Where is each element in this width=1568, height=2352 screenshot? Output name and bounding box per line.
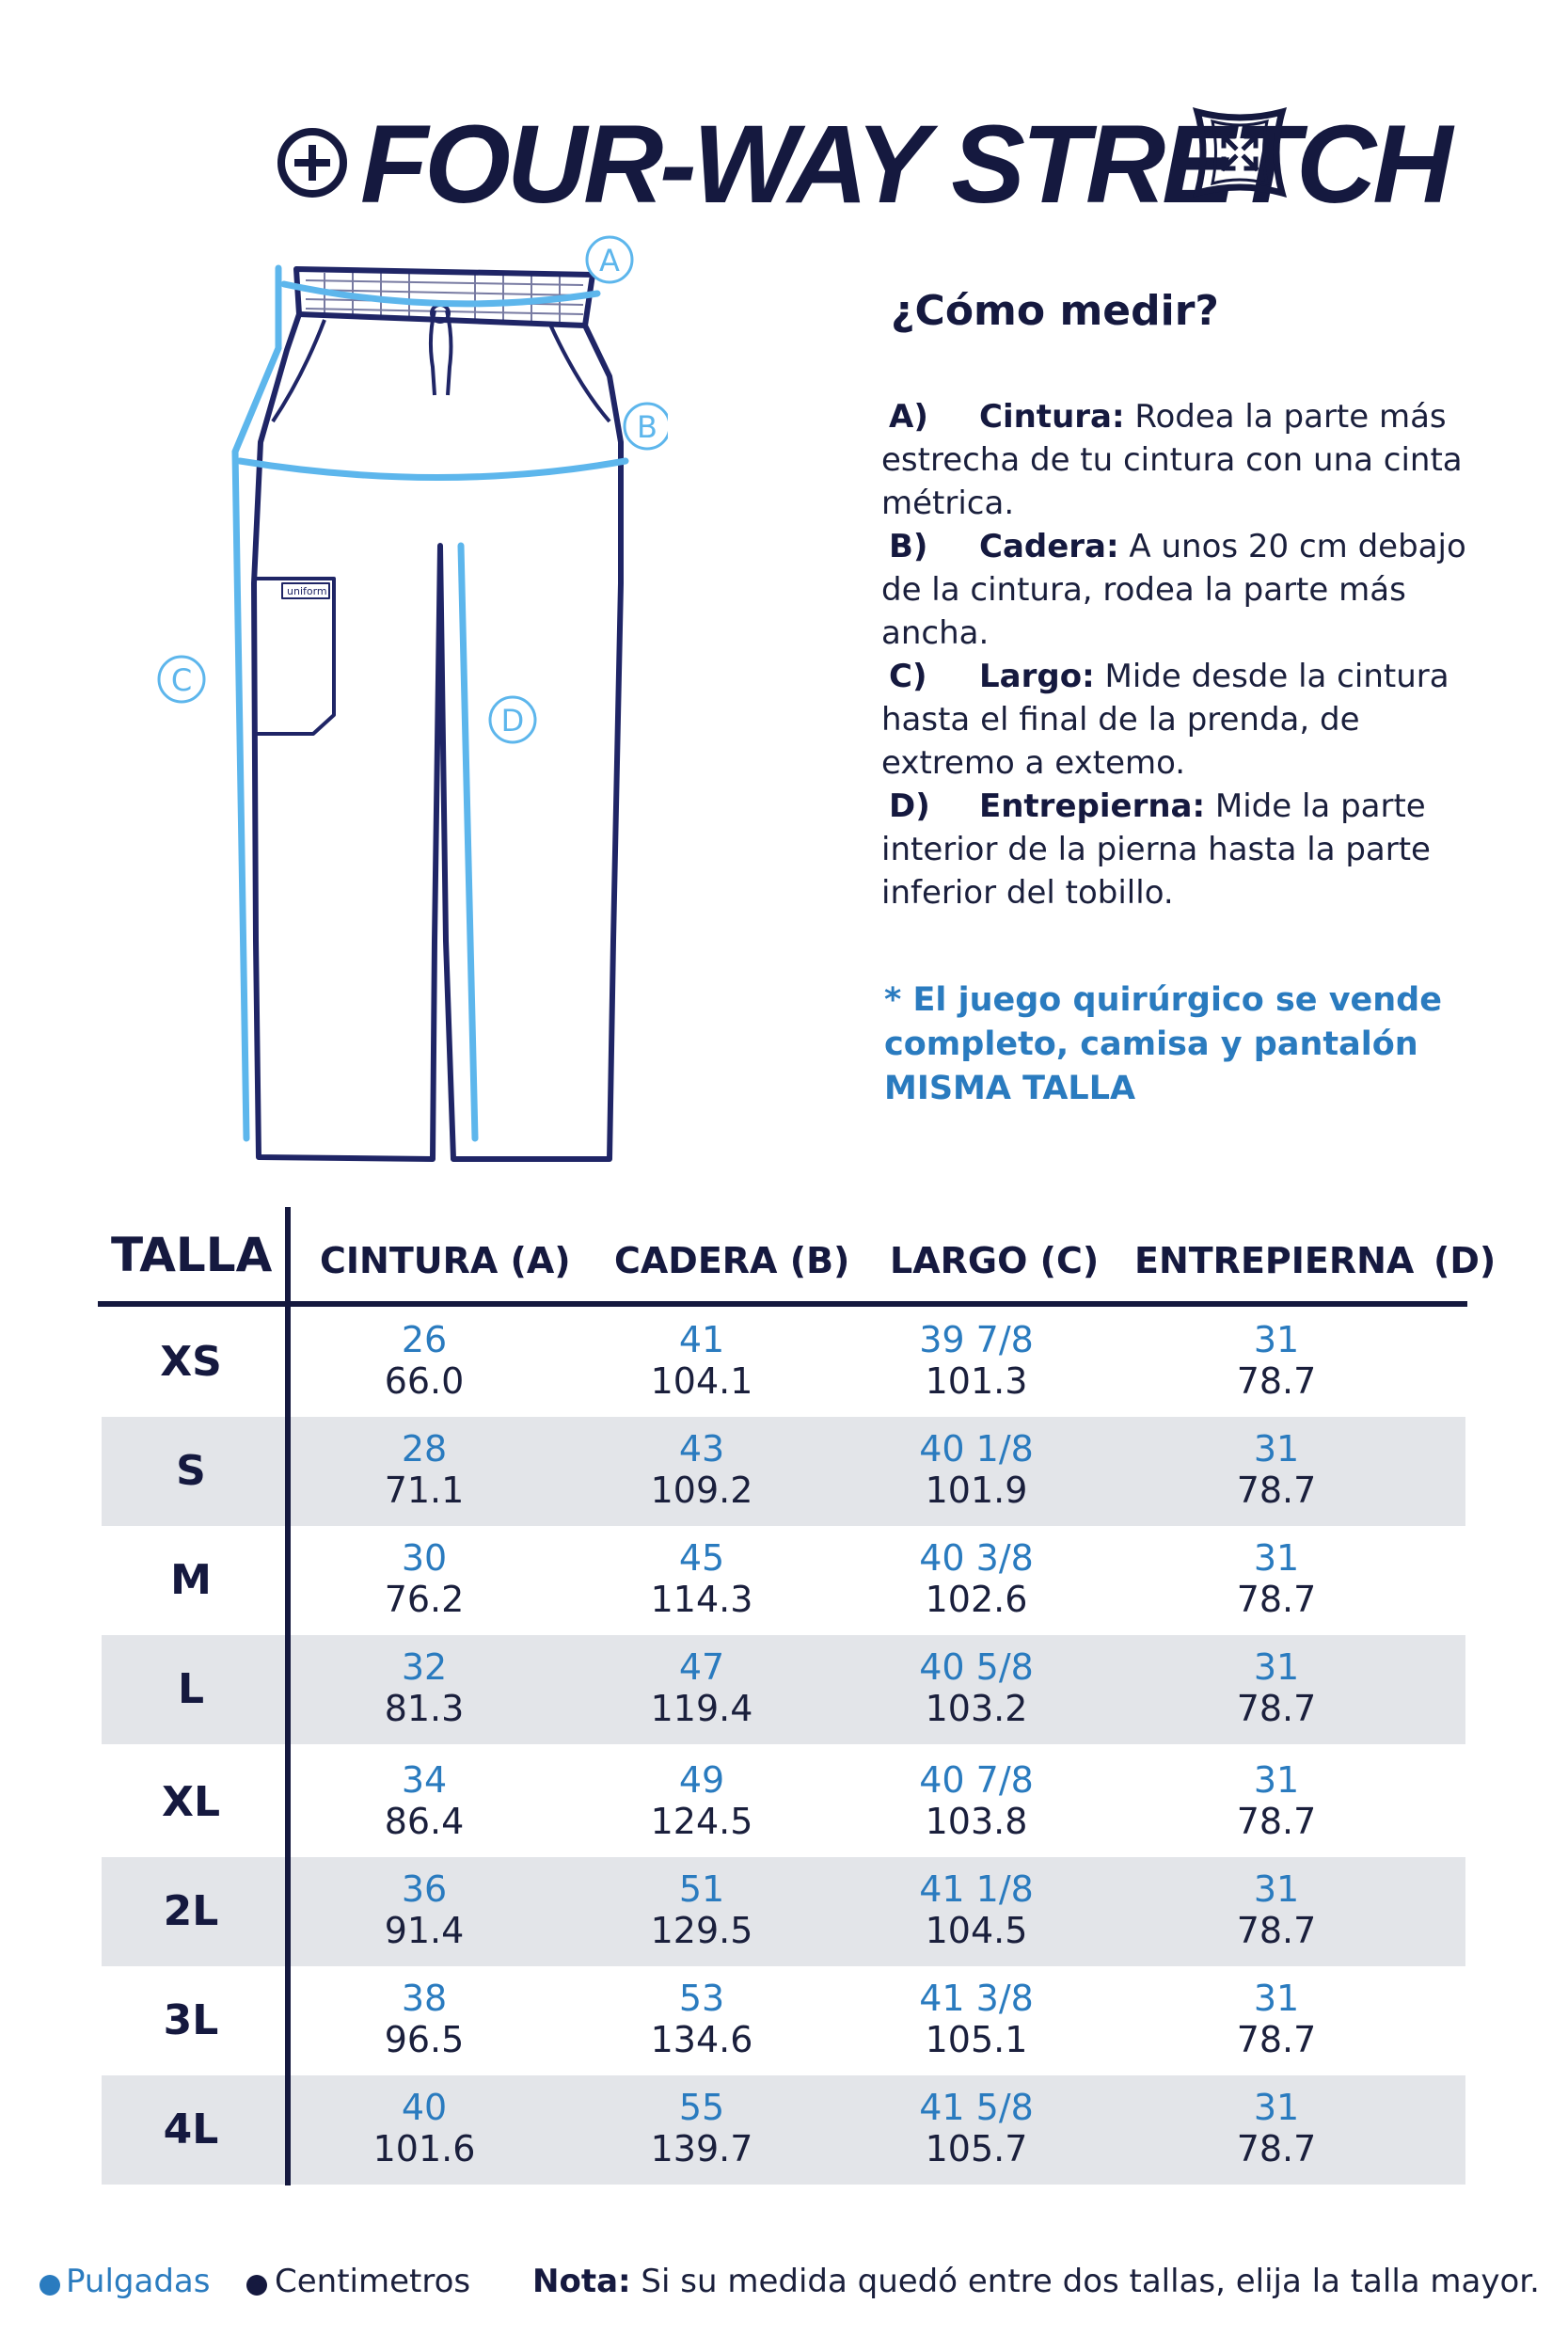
- hip-cm: 109.2: [650, 1470, 753, 1511]
- legend: [0, 2263, 1568, 2310]
- hip-inches: 47: [678, 1646, 725, 1688]
- inseam-cm: 78.7: [1236, 1360, 1317, 1402]
- plus-circle-icon: [275, 125, 350, 200]
- length-cell: [854, 1537, 1099, 1620]
- length-cell: [854, 1978, 1099, 2060]
- inseam-cm: 78.7: [1236, 1579, 1317, 1620]
- inseam-cell: [1154, 1978, 1399, 2060]
- length-cell: [854, 2087, 1099, 2169]
- header-waist: CINTURA (A): [320, 1240, 571, 1281]
- label-c: C: [170, 662, 193, 698]
- inseam-cell: [1154, 1868, 1399, 1951]
- size-note: Nota: Si su medida quedó entre dos tallas, elija la talla mayor.: [532, 2263, 1540, 2300]
- inseam-inches: 31: [1253, 1319, 1300, 1360]
- size-label: 4L: [163, 2106, 219, 2153]
- size-label: 3L: [163, 1996, 219, 2044]
- size-column-divider: [285, 1207, 291, 2185]
- waist-cm: 96.5: [384, 2019, 465, 2060]
- table-row: [102, 2075, 1465, 2185]
- length-cm: 102.6: [925, 1579, 1028, 1620]
- header: [0, 89, 1568, 230]
- size-label: 2L: [163, 1887, 219, 1935]
- header-size: TALLA: [111, 1228, 273, 1282]
- waist-cell: [302, 1868, 546, 1951]
- hip-cell: [579, 1319, 824, 1402]
- size-label: S: [176, 1447, 206, 1495]
- waist-inches: 36: [401, 1868, 448, 1910]
- inseam-cm: 78.7: [1236, 1470, 1317, 1511]
- inseam-cm: 78.7: [1236, 1688, 1317, 1729]
- pocket-tag: uniform: [287, 585, 327, 597]
- length-cell: [854, 1646, 1099, 1729]
- waist-cm: 81.3: [384, 1688, 465, 1729]
- waist-cm: 71.1: [384, 1470, 465, 1511]
- table-row: [102, 1308, 1465, 1417]
- inseam-cell: [1154, 1428, 1399, 1511]
- size-label: XL: [162, 1778, 220, 1826]
- waist-cell: [302, 1428, 546, 1511]
- measurement-steps: [881, 395, 1502, 914]
- set-note: * El juego quirúrgico se vende completo, camisa y pantalón MISMA TALLA: [884, 981, 1442, 1107]
- inseam-inches: 31: [1253, 1759, 1300, 1801]
- length-inches: 40 3/8: [919, 1537, 1034, 1579]
- table-row: [102, 1417, 1465, 1526]
- table-row: [102, 1635, 1465, 1744]
- waist-inches: 34: [401, 1759, 448, 1801]
- hip-cell: [579, 1646, 824, 1729]
- howto-title: ¿Cómo medir?: [891, 287, 1219, 335]
- length-cm: 101.3: [925, 1360, 1028, 1402]
- hip-line: [240, 461, 626, 478]
- header-divider: [98, 1301, 1467, 1307]
- hip-inches: 53: [678, 1978, 725, 2019]
- length-inches: 40 1/8: [919, 1428, 1034, 1470]
- inseam-inches: 31: [1253, 2087, 1300, 2128]
- hip-inches: 51: [678, 1868, 725, 1910]
- length-cm: 101.9: [925, 1470, 1028, 1511]
- step-a: A) Cintura: Rodea la parte más estrecha de tu cintura con una cinta métrica.: [881, 398, 1463, 522]
- cm-dot-icon: [246, 2275, 267, 2296]
- hip-cell: [579, 1537, 824, 1620]
- hip-inches: 49: [678, 1759, 725, 1801]
- label-d: D: [500, 703, 525, 739]
- waist-cm: 101.6: [372, 2128, 476, 2169]
- inseam-inches: 31: [1253, 1646, 1300, 1688]
- size-label: M: [170, 1556, 212, 1604]
- waist-inches: 32: [401, 1646, 448, 1688]
- waist-cell: [302, 1319, 546, 1402]
- page-title: FOUR-WAY STRETCH: [360, 103, 1449, 227]
- label-b: B: [637, 409, 657, 445]
- inseam-line: [461, 546, 475, 1138]
- waist-cm: 66.0: [384, 1360, 465, 1402]
- waist-cell: [302, 2087, 546, 2169]
- table-row: [102, 1966, 1465, 2075]
- length-inches: 41 1/8: [919, 1868, 1034, 1910]
- label-a: A: [599, 243, 620, 278]
- hip-cm: 139.7: [650, 2128, 753, 2169]
- inseam-cell: [1154, 2087, 1399, 2169]
- size-label: XS: [160, 1338, 222, 1386]
- step-c: C) Largo: Mide desde la cintura hasta el final de la prenda, de extremo a extemo.: [881, 658, 1449, 782]
- length-cell: [854, 1759, 1099, 1842]
- length-inches: 40 5/8: [919, 1646, 1034, 1688]
- length-inches: 40 7/8: [919, 1759, 1034, 1801]
- inseam-cm: 78.7: [1236, 2019, 1317, 2060]
- length-inches: 41 3/8: [919, 1978, 1034, 2019]
- inseam-cell: [1154, 1646, 1399, 1729]
- hip-inches: 43: [678, 1428, 725, 1470]
- length-cm: 103.8: [925, 1801, 1028, 1842]
- inseam-cm: 78.7: [1236, 1910, 1317, 1951]
- length-cell: [854, 1428, 1099, 1511]
- pants-measurement-diagram: [141, 235, 668, 1176]
- inches-label: Pulgadas: [66, 2263, 211, 2300]
- measurement-lines: [235, 268, 626, 1138]
- waist-cell: [302, 1537, 546, 1620]
- hip-cm: 134.6: [650, 2019, 753, 2060]
- inseam-cell: [1154, 1759, 1399, 1842]
- inseam-inches: 31: [1253, 1868, 1300, 1910]
- hip-cell: [579, 1978, 824, 2060]
- length-cm: 104.5: [925, 1910, 1028, 1951]
- table-row: [102, 1857, 1465, 1966]
- table-row: [102, 1748, 1465, 1857]
- length-cell: [854, 1868, 1099, 1951]
- inches-dot-icon: [40, 2275, 60, 2296]
- waist-inches: 28: [401, 1428, 448, 1470]
- hip-cm: 104.1: [650, 1360, 753, 1402]
- hip-cell: [579, 1868, 824, 1951]
- hip-cell: [579, 2087, 824, 2169]
- hip-inches: 45: [678, 1537, 725, 1579]
- step-d: D) Entrepierna: Mide la parte interior de la pierna hasta la parte inferior del tobillo.: [881, 787, 1431, 912]
- inseam-inches: 31: [1253, 1978, 1300, 2019]
- length-cell: [854, 1319, 1099, 1402]
- header-length: LARGO (C): [890, 1240, 1100, 1281]
- waist-inches: 40: [401, 2087, 448, 2128]
- waist-cell: [302, 1978, 546, 2060]
- cm-label: Centimetros: [275, 2263, 471, 2300]
- hip-inches: 55: [678, 2087, 725, 2128]
- waist-cm: 86.4: [384, 1801, 465, 1842]
- hip-cm: 119.4: [650, 1688, 753, 1729]
- hip-cm: 114.3: [650, 1579, 753, 1620]
- length-cm: 103.2: [925, 1688, 1028, 1729]
- inseam-cell: [1154, 1319, 1399, 1402]
- hip-cell: [579, 1759, 824, 1842]
- hip-cm: 129.5: [650, 1910, 753, 1951]
- hip-inches: 41: [678, 1319, 725, 1360]
- size-label: L: [177, 1665, 205, 1713]
- inseam-inches: 31: [1253, 1428, 1300, 1470]
- hip-cm: 124.5: [650, 1801, 753, 1842]
- header-inseam: ENTREPIERNA: [1134, 1240, 1415, 1281]
- step-b: B) Cadera: A unos 20 cm debajo de la cintura, rodea la parte más ancha.: [881, 528, 1466, 652]
- waist-cm: 76.2: [384, 1579, 465, 1620]
- four-way-arrows-icon: [1188, 101, 1291, 204]
- inseam-inches: 31: [1253, 1537, 1300, 1579]
- waist-inches: 26: [401, 1319, 448, 1360]
- waist-inches: 38: [401, 1978, 448, 2019]
- header-hip: CADERA (B): [614, 1240, 850, 1281]
- inseam-cell: [1154, 1537, 1399, 1620]
- length-cm: 105.7: [925, 2128, 1028, 2169]
- length-inches: 39 7/8: [919, 1319, 1034, 1360]
- length-inches: 41 5/8: [919, 2087, 1034, 2128]
- inseam-cm: 78.7: [1236, 2128, 1317, 2169]
- waist-cm: 91.4: [384, 1910, 465, 1951]
- length-cm: 105.1: [925, 2019, 1028, 2060]
- waist-cell: [302, 1646, 546, 1729]
- inseam-cm: 78.7: [1236, 1801, 1317, 1842]
- pants-outline: [252, 269, 621, 1159]
- waist-cell: [302, 1759, 546, 1842]
- table-row: [102, 1526, 1465, 1635]
- header-inseam-key: (D): [1433, 1240, 1497, 1281]
- waist-inches: 30: [401, 1537, 448, 1579]
- hip-cell: [579, 1428, 824, 1511]
